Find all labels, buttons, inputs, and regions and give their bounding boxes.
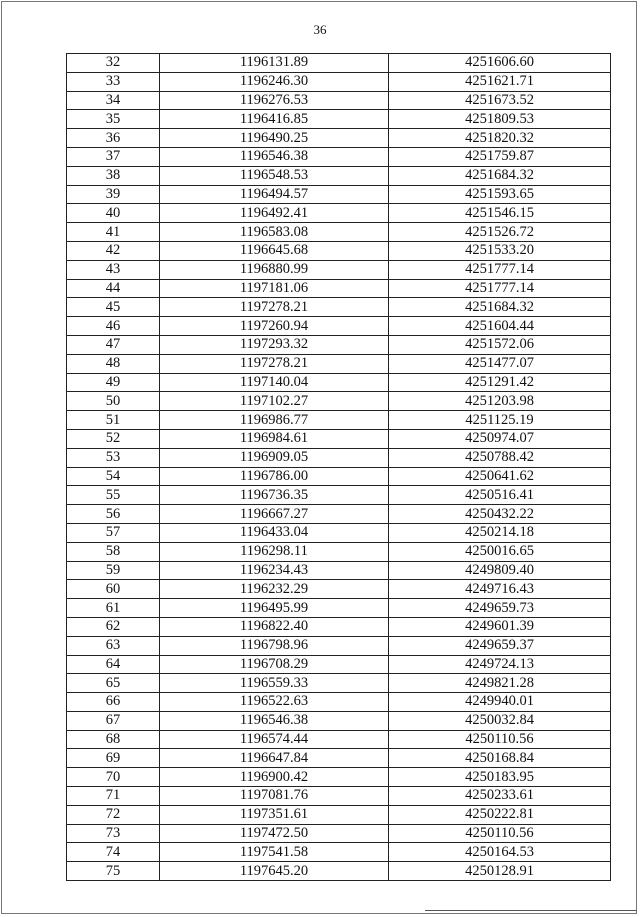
- y-coordinate-cell: 4251291.42: [389, 373, 611, 392]
- y-coordinate-cell: 4251572.06: [389, 335, 611, 354]
- footer-rule: [425, 910, 637, 911]
- point-number-cell: 60: [67, 580, 160, 599]
- table-row: [67, 843, 611, 862]
- y-coordinate-cell: 4251809.53: [389, 110, 611, 129]
- y-coordinate-cell: 4251673.52: [389, 91, 611, 110]
- table-row: [67, 448, 611, 467]
- table-row: [67, 599, 611, 618]
- table-row: [67, 147, 611, 166]
- point-number-cell: 39: [67, 185, 160, 204]
- point-number-cell: 68: [67, 730, 160, 749]
- point-number-cell: 51: [67, 411, 160, 430]
- x-coordinate-cell: 1197181.06: [160, 279, 389, 298]
- x-coordinate-cell: 1196909.05: [160, 448, 389, 467]
- x-coordinate-cell: 1197645.20: [160, 862, 389, 881]
- point-number-cell: 70: [67, 768, 160, 787]
- x-coordinate-cell: 1196246.30: [160, 72, 389, 91]
- y-coordinate-cell: 4250168.84: [389, 749, 611, 768]
- y-coordinate-cell: 4250974.07: [389, 429, 611, 448]
- table-row: [67, 354, 611, 373]
- point-number-cell: 42: [67, 241, 160, 260]
- table-row: [67, 730, 611, 749]
- point-number-cell: 35: [67, 110, 160, 129]
- y-coordinate-cell: 4250641.62: [389, 467, 611, 486]
- table-row: [67, 241, 611, 260]
- y-coordinate-cell: 4250128.91: [389, 862, 611, 881]
- y-coordinate-cell: 4250110.56: [389, 730, 611, 749]
- point-number-cell: 64: [67, 655, 160, 674]
- y-coordinate-cell: 4251533.20: [389, 241, 611, 260]
- table-row: [67, 486, 611, 505]
- y-coordinate-cell: 4249940.01: [389, 693, 611, 712]
- x-coordinate-cell: 1197278.21: [160, 298, 389, 317]
- table-row: [67, 54, 611, 73]
- x-coordinate-cell: 1196583.08: [160, 223, 389, 242]
- y-coordinate-cell: 4251606.60: [389, 54, 611, 73]
- table-row: [67, 674, 611, 693]
- table-row: [67, 72, 611, 91]
- y-coordinate-cell: 4251621.71: [389, 72, 611, 91]
- point-number-cell: 56: [67, 505, 160, 524]
- x-coordinate-cell: 1196986.77: [160, 411, 389, 430]
- x-coordinate-cell: 1196900.42: [160, 768, 389, 787]
- x-coordinate-cell: 1196234.43: [160, 561, 389, 580]
- y-coordinate-cell: 4249659.37: [389, 636, 611, 655]
- point-number-cell: 40: [67, 204, 160, 223]
- y-coordinate-cell: 4251684.32: [389, 298, 611, 317]
- table-row: [67, 617, 611, 636]
- x-coordinate-cell: 1197472.50: [160, 824, 389, 843]
- x-coordinate-cell: 1196708.29: [160, 655, 389, 674]
- x-coordinate-cell: 1197102.27: [160, 392, 389, 411]
- y-coordinate-cell: 4250432.22: [389, 505, 611, 524]
- x-coordinate-cell: 1196559.33: [160, 674, 389, 693]
- point-number-cell: 45: [67, 298, 160, 317]
- point-number-cell: 59: [67, 561, 160, 580]
- table-row: [67, 110, 611, 129]
- point-number-cell: 38: [67, 166, 160, 185]
- table-row: [67, 768, 611, 787]
- x-coordinate-cell: 1196495.99: [160, 599, 389, 618]
- y-coordinate-cell: 4249724.13: [389, 655, 611, 674]
- x-coordinate-cell: 1197140.04: [160, 373, 389, 392]
- y-coordinate-cell: 4249821.28: [389, 674, 611, 693]
- y-coordinate-cell: 4251546.15: [389, 204, 611, 223]
- y-coordinate-cell: 4250516.41: [389, 486, 611, 505]
- table-row: [67, 317, 611, 336]
- y-coordinate-cell: 4250222.81: [389, 805, 611, 824]
- table-row: [67, 260, 611, 279]
- table-row: [67, 824, 611, 843]
- point-number-cell: 55: [67, 486, 160, 505]
- table-row: [67, 711, 611, 730]
- y-coordinate-cell: 4249601.39: [389, 617, 611, 636]
- point-number-cell: 75: [67, 862, 160, 881]
- table-row: [67, 505, 611, 524]
- x-coordinate-cell: 1196548.53: [160, 166, 389, 185]
- y-coordinate-cell: 4251526.72: [389, 223, 611, 242]
- x-coordinate-cell: 1196546.38: [160, 147, 389, 166]
- y-coordinate-cell: 4251684.32: [389, 166, 611, 185]
- x-coordinate-cell: 1196647.84: [160, 749, 389, 768]
- point-number-cell: 65: [67, 674, 160, 693]
- x-coordinate-cell: 1197293.32: [160, 335, 389, 354]
- x-coordinate-cell: 1196492.41: [160, 204, 389, 223]
- table-row: [67, 862, 611, 881]
- table-row: [67, 373, 611, 392]
- table-row: [67, 204, 611, 223]
- y-coordinate-cell: 4250016.65: [389, 542, 611, 561]
- x-coordinate-cell: 1196574.44: [160, 730, 389, 749]
- point-number-cell: 49: [67, 373, 160, 392]
- table-row: [67, 166, 611, 185]
- y-coordinate-cell: 4250214.18: [389, 523, 611, 542]
- y-coordinate-cell: 4250164.53: [389, 843, 611, 862]
- point-number-cell: 36: [67, 129, 160, 148]
- table-row: [67, 542, 611, 561]
- x-coordinate-cell: 1196667.27: [160, 505, 389, 524]
- point-number-cell: 37: [67, 147, 160, 166]
- point-number-cell: 71: [67, 787, 160, 806]
- table-row: [67, 223, 611, 242]
- point-number-cell: 54: [67, 467, 160, 486]
- x-coordinate-cell: 1196546.38: [160, 711, 389, 730]
- x-coordinate-cell: 1196298.11: [160, 542, 389, 561]
- point-number-cell: 32: [67, 54, 160, 73]
- x-coordinate-cell: 1197260.94: [160, 317, 389, 336]
- x-coordinate-cell: 1196645.68: [160, 241, 389, 260]
- table-row: [67, 805, 611, 824]
- table-row: [67, 298, 611, 317]
- x-coordinate-cell: 1197351.61: [160, 805, 389, 824]
- y-coordinate-cell: 4249809.40: [389, 561, 611, 580]
- y-coordinate-cell: 4251604.44: [389, 317, 611, 336]
- table-row: [67, 523, 611, 542]
- point-number-cell: 58: [67, 542, 160, 561]
- point-number-cell: 47: [67, 335, 160, 354]
- x-coordinate-cell: 1197541.58: [160, 843, 389, 862]
- point-number-cell: 66: [67, 693, 160, 712]
- y-coordinate-cell: 4251777.14: [389, 260, 611, 279]
- coordinates-table: [66, 53, 611, 881]
- table-row: [67, 580, 611, 599]
- x-coordinate-cell: 1196736.35: [160, 486, 389, 505]
- table-row: [67, 91, 611, 110]
- point-number-cell: 52: [67, 429, 160, 448]
- table-row: [67, 429, 611, 448]
- x-coordinate-cell: 1196798.96: [160, 636, 389, 655]
- point-number-cell: 46: [67, 317, 160, 336]
- point-number-cell: 41: [67, 223, 160, 242]
- x-coordinate-cell: 1196131.89: [160, 54, 389, 73]
- y-coordinate-cell: 4251125.19: [389, 411, 611, 430]
- table-row: [67, 693, 611, 712]
- table-row: [67, 335, 611, 354]
- point-number-cell: 67: [67, 711, 160, 730]
- table-row: [67, 129, 611, 148]
- x-coordinate-cell: 1196880.99: [160, 260, 389, 279]
- y-coordinate-cell: 4251759.87: [389, 147, 611, 166]
- table-row: [67, 392, 611, 411]
- table-row: [67, 467, 611, 486]
- x-coordinate-cell: 1196416.85: [160, 110, 389, 129]
- y-coordinate-cell: 4251203.98: [389, 392, 611, 411]
- point-number-cell: 72: [67, 805, 160, 824]
- table-row: [67, 279, 611, 298]
- x-coordinate-cell: 1196232.29: [160, 580, 389, 599]
- coordinates-table-body: [67, 54, 611, 881]
- x-coordinate-cell: 1197081.76: [160, 787, 389, 806]
- point-number-cell: 34: [67, 91, 160, 110]
- x-coordinate-cell: 1196984.61: [160, 429, 389, 448]
- x-coordinate-cell: 1196522.63: [160, 693, 389, 712]
- y-coordinate-cell: 4251477.07: [389, 354, 611, 373]
- table-row: [67, 655, 611, 674]
- point-number-cell: 69: [67, 749, 160, 768]
- y-coordinate-cell: 4250233.61: [389, 787, 611, 806]
- point-number-cell: 33: [67, 72, 160, 91]
- y-coordinate-cell: 4249716.43: [389, 580, 611, 599]
- y-coordinate-cell: 4250032.84: [389, 711, 611, 730]
- point-number-cell: 61: [67, 599, 160, 618]
- y-coordinate-cell: 4251777.14: [389, 279, 611, 298]
- x-coordinate-cell: 1196276.53: [160, 91, 389, 110]
- point-number-cell: 44: [67, 279, 160, 298]
- x-coordinate-cell: 1196494.57: [160, 185, 389, 204]
- table-row: [67, 185, 611, 204]
- x-coordinate-cell: 1196822.40: [160, 617, 389, 636]
- point-number-cell: 62: [67, 617, 160, 636]
- x-coordinate-cell: 1196490.25: [160, 129, 389, 148]
- point-number-cell: 48: [67, 354, 160, 373]
- point-number-cell: 73: [67, 824, 160, 843]
- x-coordinate-cell: 1196786.00: [160, 467, 389, 486]
- point-number-cell: 74: [67, 843, 160, 862]
- page-number: 36: [313, 22, 327, 37]
- y-coordinate-cell: 4249659.73: [389, 599, 611, 618]
- point-number-cell: 57: [67, 523, 160, 542]
- y-coordinate-cell: 4251820.32: [389, 129, 611, 148]
- table-row: [67, 636, 611, 655]
- table-row: [67, 411, 611, 430]
- table-row: [67, 787, 611, 806]
- table-row: [67, 749, 611, 768]
- table-row: [67, 561, 611, 580]
- point-number-cell: 63: [67, 636, 160, 655]
- x-coordinate-cell: 1197278.21: [160, 354, 389, 373]
- y-coordinate-cell: 4250110.56: [389, 824, 611, 843]
- y-coordinate-cell: 4250788.42: [389, 448, 611, 467]
- y-coordinate-cell: 4251593.65: [389, 185, 611, 204]
- x-coordinate-cell: 1196433.04: [160, 523, 389, 542]
- point-number-cell: 50: [67, 392, 160, 411]
- point-number-cell: 43: [67, 260, 160, 279]
- y-coordinate-cell: 4250183.95: [389, 768, 611, 787]
- point-number-cell: 53: [67, 448, 160, 467]
